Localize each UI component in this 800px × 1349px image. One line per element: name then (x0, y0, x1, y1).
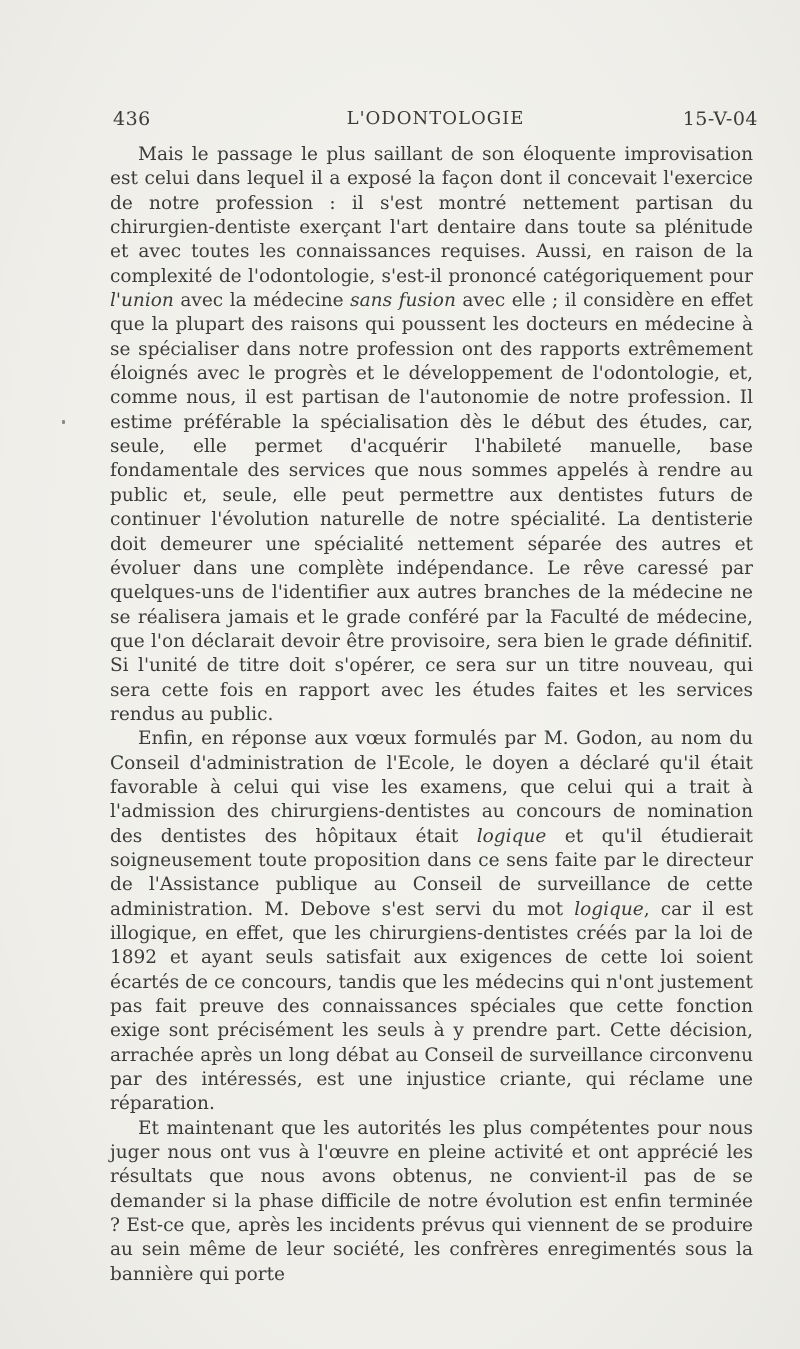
paragraph-3: Et maintenant que les autorités les plus compétentes pour nous juger nous ont vus à l'œuvre en pleine activité et ont apprécié les résultats que nous avons obtenus, ne convient-il pas de se demander si la phase difficile de notre évolution est enfin terminée ? Est-ce que, après les incidents prévus qui viennent de se produire au sein même de leur société, les confrères enregimentés sous la bannière qui porte (110, 1117, 753, 1285)
paragraph-1: Mais le passage le plus saillant de son éloquente improvisation est celui dans lequel il a exposé la façon dont il concevait l'exercice de notre profession : il s'est montré nettement partisan du chirurgien-dentiste exerçant l'art dentaire dans toute sa plénitude et avec toutes les connaissances requises. Aussi, en raison de la complexité de l'odontologie, s'est-il prononcé catégoriquement pour l'union avec la médecine sans fusion avec elle ; il considère en effet que la plupart des raisons qui poussent les docteurs en médecine à se spécialiser dans notre profession ont des rapports extrêmement éloignés avec le progrès et le développement de l'odontologie, et, comme nous, il est partisan de l'autonomie de notre profession. Il estime préférable la spécialisation dès le début des études, car, seule, elle permet d'acquérir l'habileté manuelle, base fondamentale des services que nous sommes appelés à rendre au public et, seule, elle peut permettre aux dentistes futurs de continuer l'évolution naturelle de notre spécialité. La dentisterie doit demeurer une spécialité nettement séparée des autres et évoluer dans une complète indépendance. Le rêve caressé par quelques-uns de l'identifier aux autres branches de la médecine ne se réalisera jamais et le grade conféré par la Faculté de médecine, que l'on déclarait devoir être provisoire, sera bien le grade définitif. Si l'unité de titre doit s'opérer, ce sera sur un titre nouveau, qui sera cette fois en rapport avec les études faites et les services rendus au public. (110, 144, 753, 725)
running-title: L'ODONTOLOGIE (346, 108, 525, 129)
issue-date: 15-V-04 (682, 108, 758, 130)
italic-term: logique (574, 898, 644, 920)
running-header (113, 108, 758, 138)
article-body (110, 143, 753, 1287)
page-number: 436 (113, 108, 151, 130)
paragraph-2: Enfin, en réponse aux vœux formulés par M. Godon, au nom du Conseil d'administration de l'Ecole, le doyen a déclaré qu'il était favorable à celui qui vise les examens, que celui qui a trait à l'admission des chirurgiens-dentistes au concours de nomination des dentistes des hôpitaux était logique et qu'il étudierait soigneusement toute proposition dans ce sens faite par le directeur de l'Assistance publique au Conseil de surveillance de cette administration. M. Debove s'est servi du mot logique, car il est illogique, en effet, que les chirurgiens-dentistes créés par la loi de 1892 et ayant seuls satisfait aux exigences de cette loi soient écartés de ce concours, tandis que les médecins qui n'ont justement pas fait preuve des connaissances spéciales que cette fonction exige sont précisément les seuls à y prendre part. Cette décision, arrachée après un long débat au Conseil de surveillance circonvenu par des intéressés, est une injustice criante, qui réclame une réparation. (110, 728, 753, 1115)
margin-speck (62, 420, 65, 424)
italic-term: sans fusion (350, 290, 456, 312)
italic-term: l'union (110, 290, 174, 312)
italic-term: logique (476, 825, 547, 847)
